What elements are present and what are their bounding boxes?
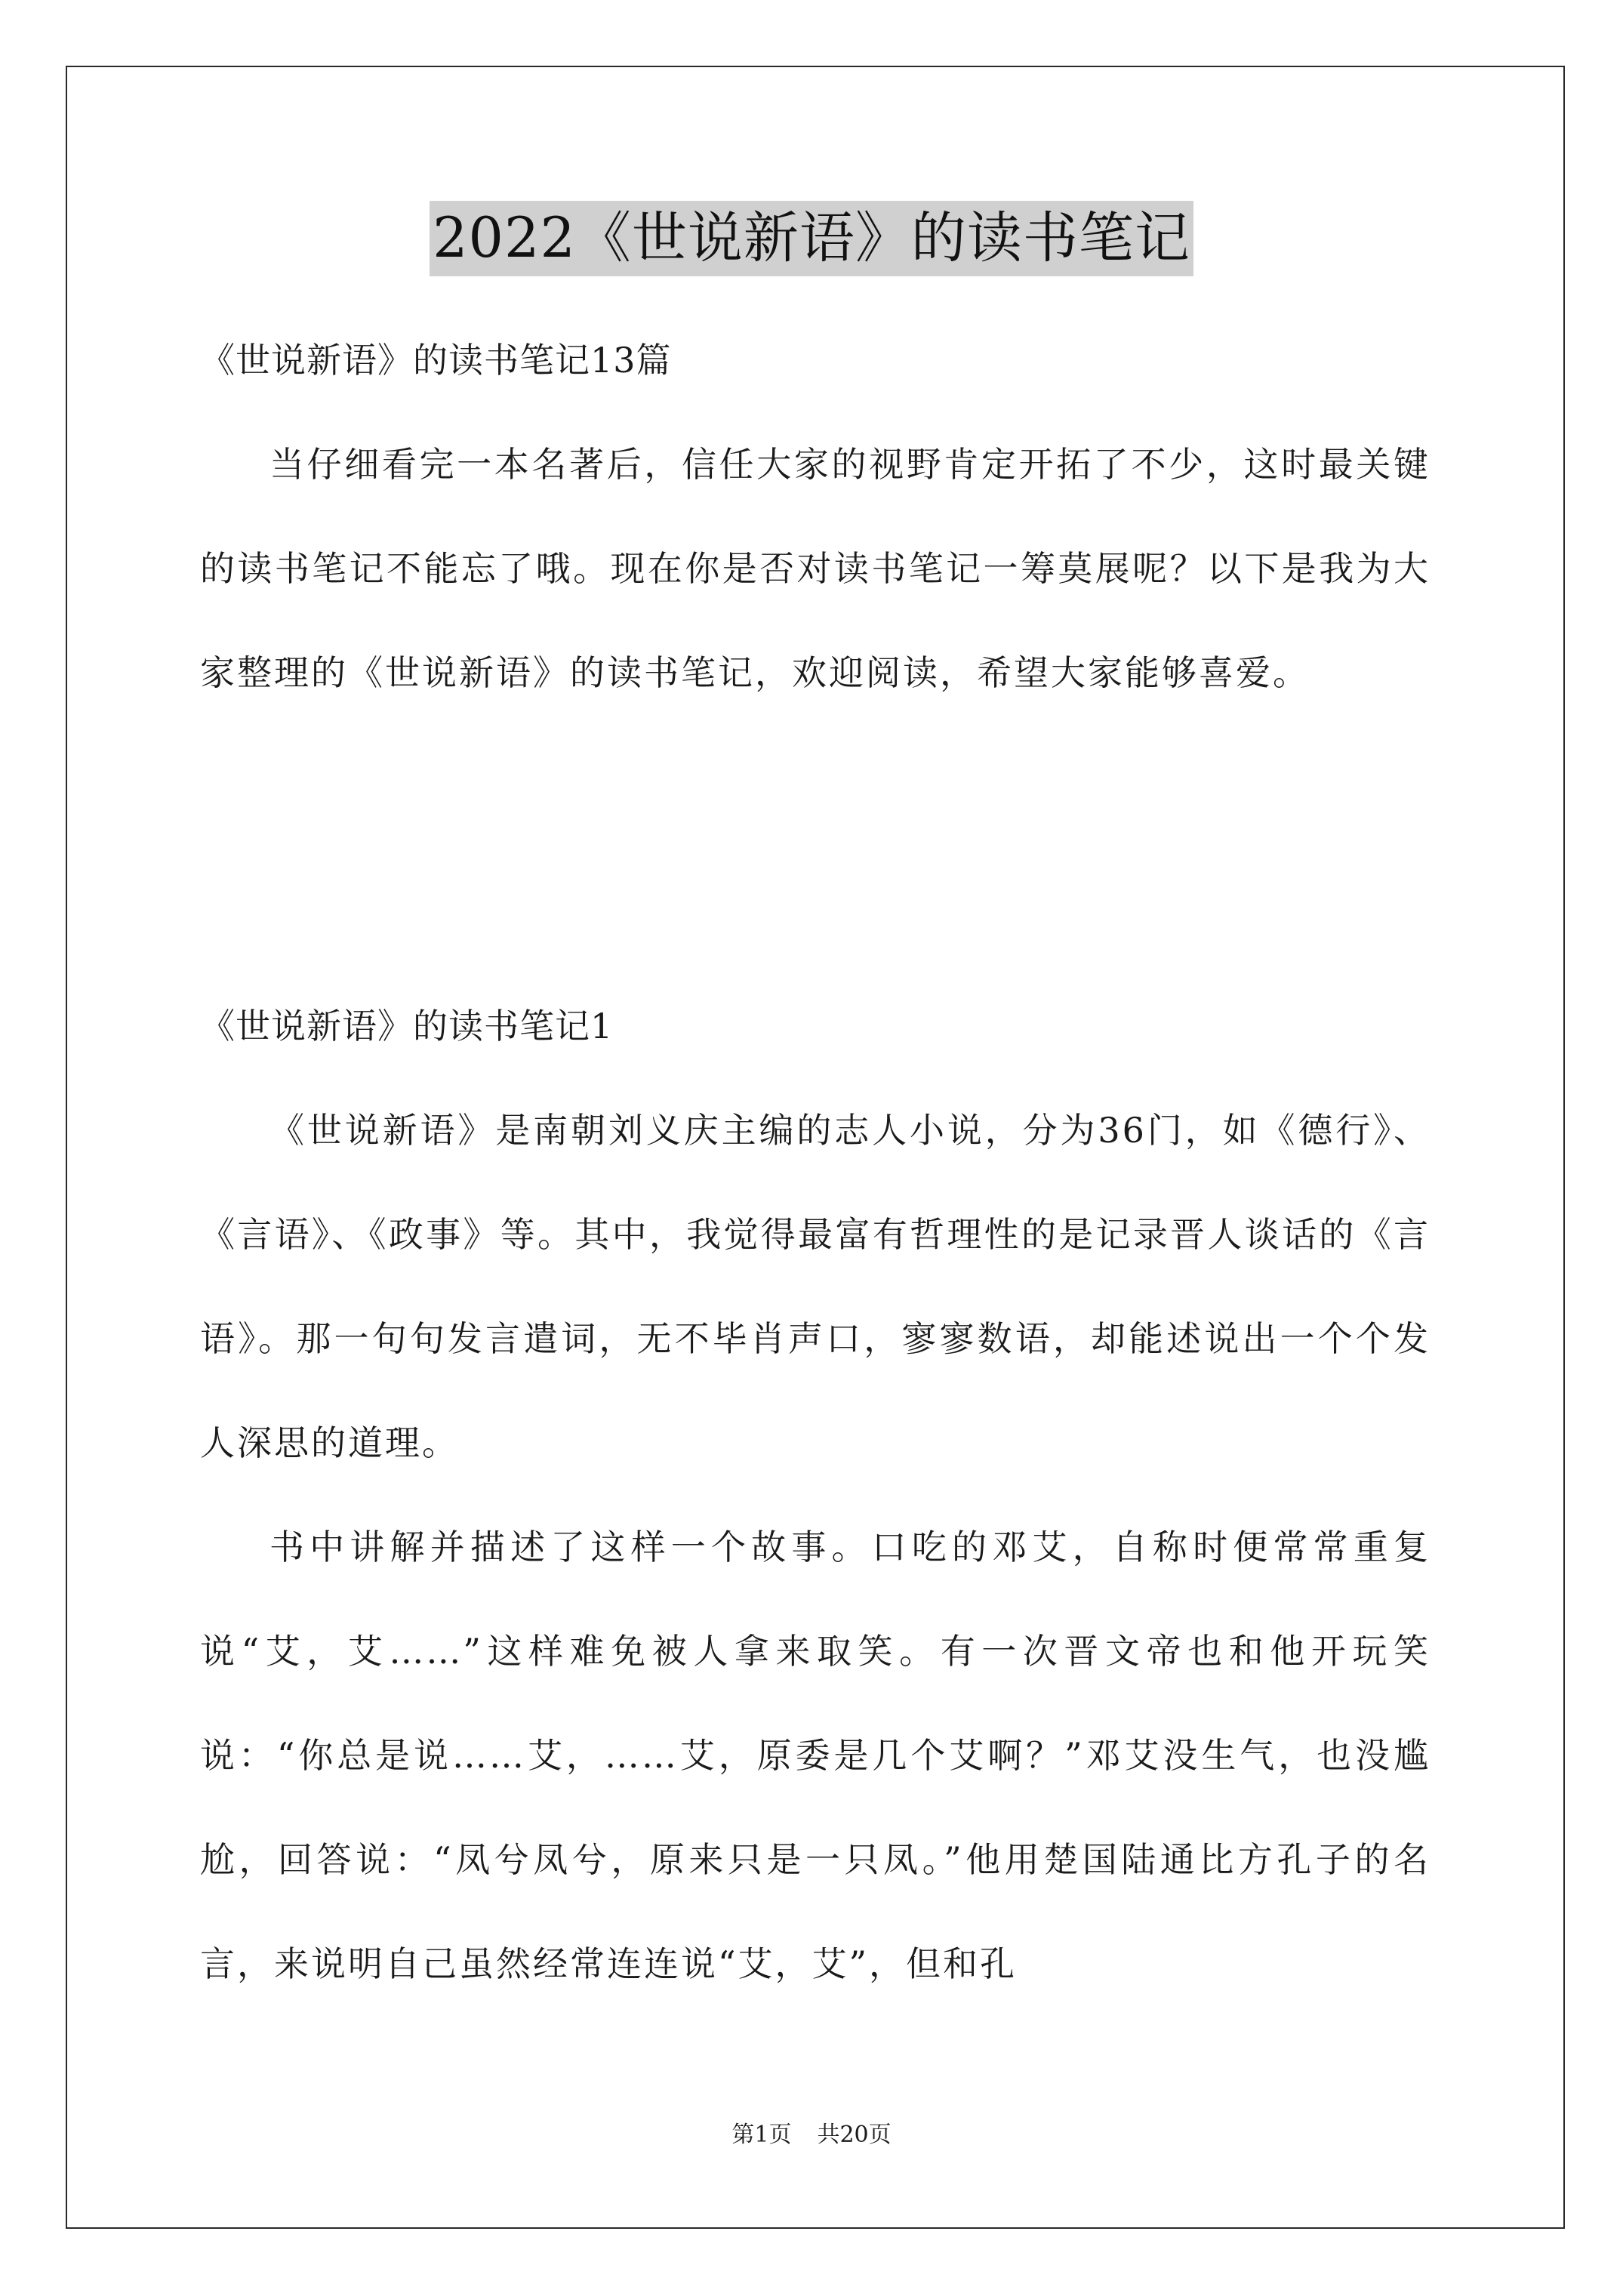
section-1	[200, 974, 1431, 2016]
intro-paragraph: 当仔细看完一本名著后，信任大家的视野肯定开拓了不少，这时最关键的读书笔记不能忘了哦。现在你是否对读书笔记一筹莫展呢？以下是我为大家整理的《世说新语》的读书笔记，欢迎阅读，希望大家能够喜爱。	[200, 444, 1431, 693]
document-title: 2022《世说新语》的读书笔记	[430, 201, 1193, 276]
section-heading: 《世说新语》的读书笔记1	[200, 1006, 614, 1046]
document-body	[200, 308, 1431, 725]
page-number: 第1页	[731, 2122, 792, 2148]
body-paragraph: 书中讲解并描述了这样一个故事。口吃的邓艾，自称时便常常重复说“艾，艾……”这样难免被人拿来取笑。有一次晋文帝也和他开玩笑说：“你总是说……艾，……艾，原委是几个艾啊？”邓艾没生气，也没尴尬，回答说：“凤兮凤兮，原来只是一只凤。”他用楚国陆通比方孔子的名言，来说明自己虽然经常连连说“艾，艾”，但和孔	[200, 1527, 1431, 1984]
body-paragraph: 《世说新语》是南朝刘义庆主编的志人小说，分为36门，如《德行》、《言语》、《政事》等。其中，我觉得最富有哲理性的是记录晋人谈话的《言语》。那一句句发言遣词，无不毕肖声口，寥寥数语，却能述说出一个个发人深思的道理。	[200, 1110, 1431, 1463]
document-subtitle: 《世说新语》的读书笔记13篇	[200, 340, 672, 381]
title-container	[0, 201, 1623, 276]
page-total: 共20页	[817, 2122, 892, 2148]
page-footer	[0, 2120, 1623, 2150]
